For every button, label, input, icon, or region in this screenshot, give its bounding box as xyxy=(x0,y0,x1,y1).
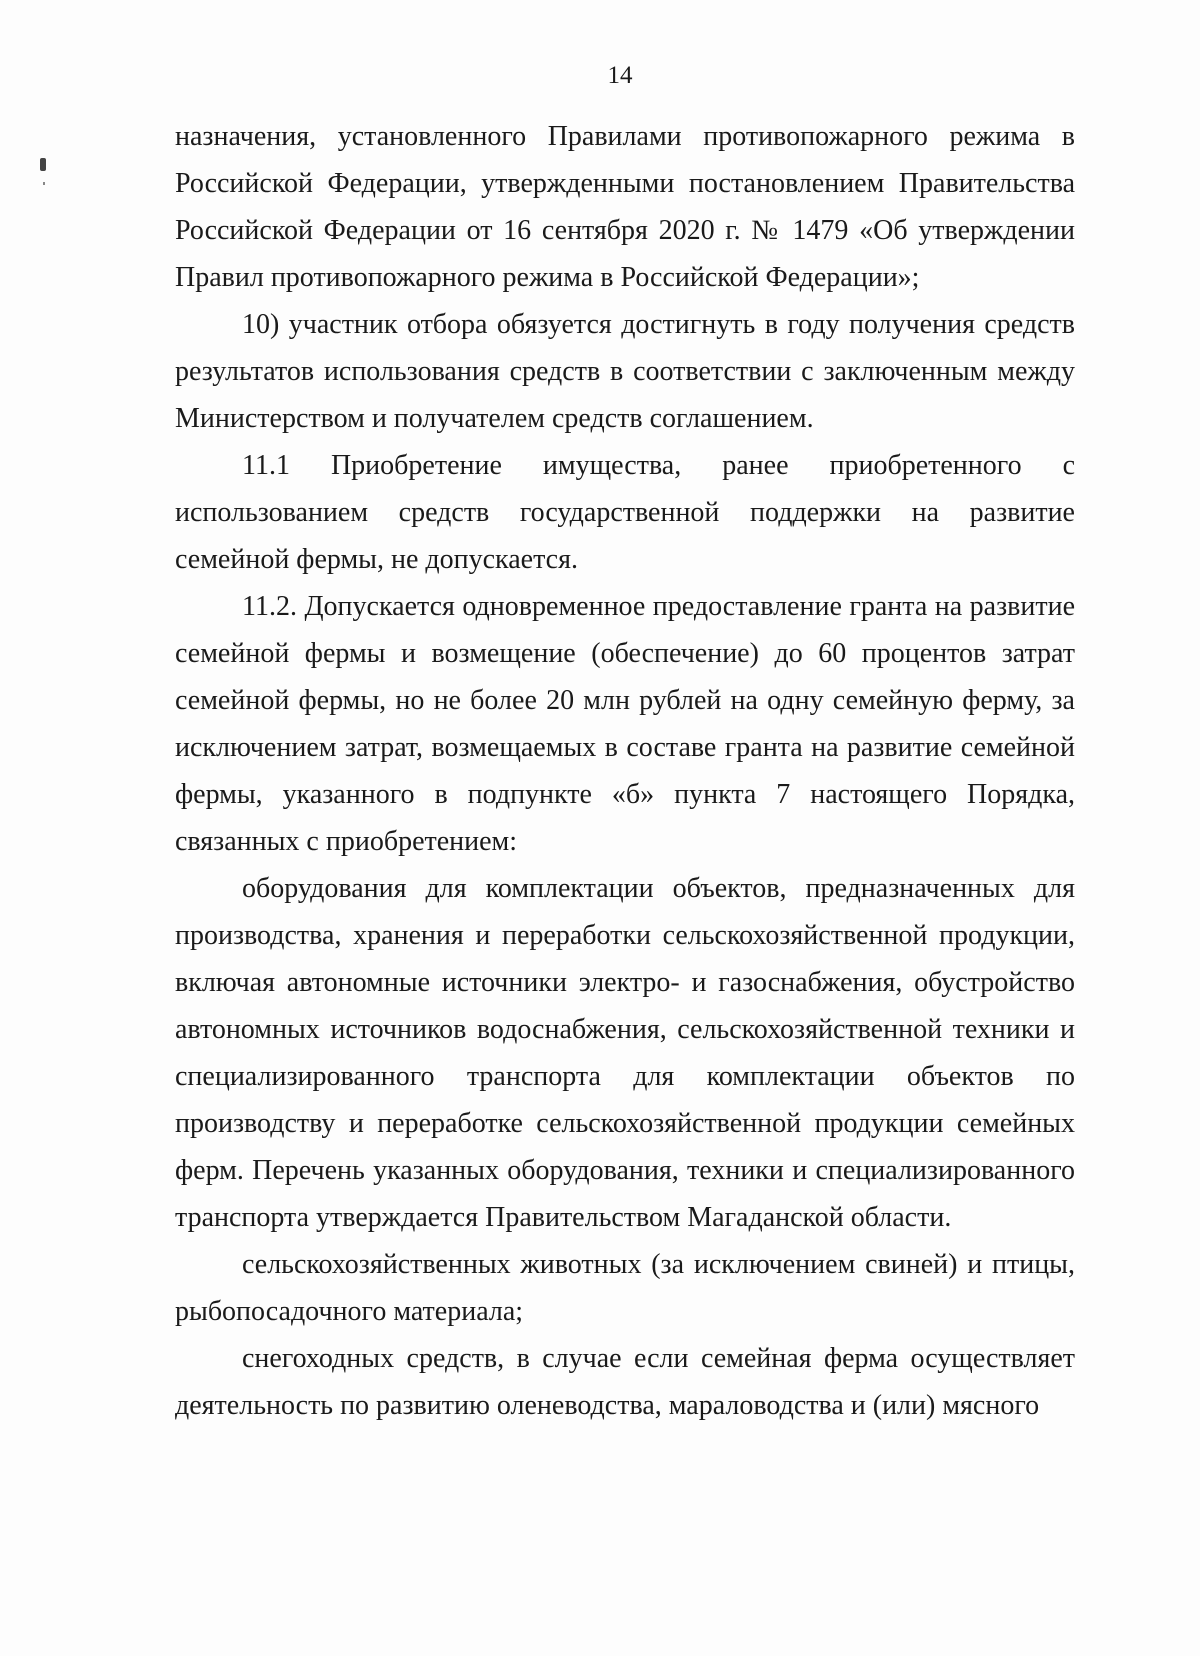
paragraph-item-10: 10) участник отбора обязуется достигнуть в году получения средств результатов использования средств в соответствии с заключенным между Министерством и получателем средств соглашением. xyxy=(175,309,1075,434)
page-number: 14 xyxy=(607,62,633,89)
paragraph-snowmobiles: снегоходных средств, в случае если семейная ферма осуществляет деятельность по развитию оленеводства, мараловодства и (или) мясного xyxy=(175,1343,1075,1421)
paragraph-item-11-2: 11.2. Допускается одновременное предоставление гранта на развитие семейной фермы и возмещение (обеспечение) до 60 процентов затрат семейной фермы, но не более 20 млн рублей на одну семейную ферму, за исключением затрат, возмещаемых в составе гранта на развитие семейной фермы, указанного в подпункте «б» пункта 7 настоящего Порядка, связанных с приобретением: xyxy=(175,591,1075,857)
paragraph-equipment: оборудования для комплектации объектов, предназначенных для производства, хранения и переработки сельскохозяйственной продукции, включая автономные источники электро- и газоснабжения, обустройство автономных источников водоснабжения, сельскохозяйственной техники и специализированного транспорта для комплектации объектов по производству и переработке сельскохозяйственной продукции семейных ферм. Перечень указанных оборудования, техники и специализированного транспорта утверждается Правительством Магаданской области. xyxy=(175,873,1075,1233)
paragraph-animals: сельскохозяйственных животных (за исключением свиней) и птицы, рыбопосадочного материала; xyxy=(175,1249,1075,1327)
scan-artifact xyxy=(40,158,46,171)
scan-artifact xyxy=(43,182,45,185)
document-body xyxy=(175,113,1075,1429)
paragraph-continuation: назначения, установленного Правилами противопожарного режима в Российской Федерации, утвержденными постановлением Правительства Российской Федерации от 16 сентября 2020 г. № 1479 «Об утверждении Правил противопожарного режима в Российской Федерации»; xyxy=(175,121,1075,293)
paragraph-item-11-1: 11.1 Приобретение имущества, ранее приобретенного с использованием средств государственной поддержки на развитие семейной фермы, не допускается. xyxy=(175,450,1075,575)
